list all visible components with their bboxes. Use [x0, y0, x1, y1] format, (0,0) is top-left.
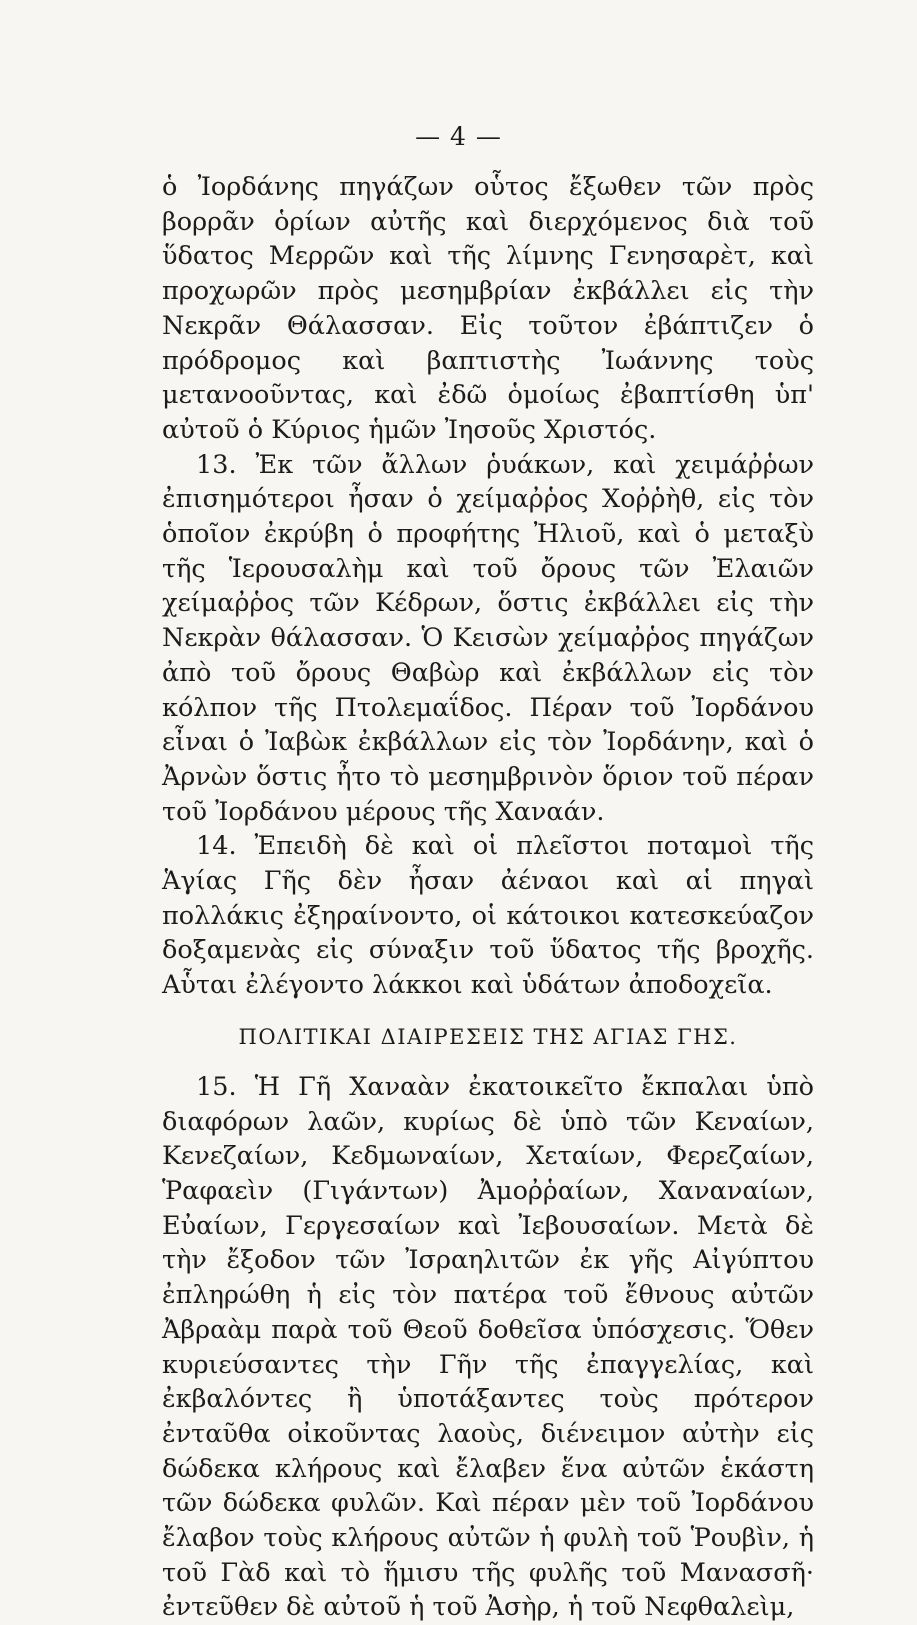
paragraph-continuation: ὁ Ἰορδάνης πηγάζων οὗτος ἔξωθεν τῶν πρὸς βορρᾶν ὁρίων αὐτῆς καὶ διερχόμενος διὰ τοῦ ὕδατος Μερρῶν καὶ τῆς λίμνης Γενησαρὲτ, καὶ προχωρῶν πρὸς μεσημβρίαν ἐκβάλλει εἰς τὴν Νεκρᾶν Θάλασσαν. Εἰς τοῦτον ἐβάπτιζεν ὁ πρόδρομος καὶ βαπτιστὴς Ἰωάννης τοὺς μετανοοῦντας, καὶ ἐδῶ ὁμοίως ἐβαπτίσθη ὑπ' αὐτοῦ ὁ Κύριος ἡμῶν Ἰησοῦς Χριστός.	[162, 172, 814, 445]
paragraph-14: 14. Ἐπειδὴ δὲ καὶ οἱ πλεῖστοι ποταμοὶ τῆς Ἁγίας Γῆς δὲν ἦσαν ἀέναοι καὶ αἱ πηγαὶ πολλάκις ἐξηραίνοντο, οἱ κάτοικοι κατεσκεύαζον δοξαμενὰς εἰς σύναξιν τοῦ ὕδατος τῆς βροχῆς. Αὗται ἐλέγοντο λάκκοι καὶ ὑδάτων ἀποδοχεῖα.	[162, 831, 814, 1001]
body-text	[162, 170, 814, 1625]
section-heading: ΠΟΛΙΤΙΚΑΙ ΔΙΑΙΡΕΣΕΙΣ ΤΗΣ ΑΓΙΑΣ ΓΗΣ.	[238, 1024, 738, 1049]
paragraph-13: 13. Ἐκ τῶν ἄλλων ῥυάκων, καὶ χειμάῤῥων ἐπισημότεροι ἦσαν ὁ χείμαῤῥος Χοῤῥὴθ, εἰς τὸν ὁποῖον ἐκρύβη ὁ προφήτης Ἠλιοῦ, καὶ ὁ μεταξὺ τῆς Ἱερουσαλὴμ καὶ τοῦ ὄρους τῶν Ἐλαιῶν χείμαῤῥος τῶν Κέδρων, ὅστις ἐκβάλλει εἰς τὴν Νεκρὰν θάλασσαν. Ὁ Κεισὼν χείμαῤῥος πηγάζων ἀπὸ τοῦ ὄρους Θαβὼρ καὶ ἐκβάλλων εἰς τὸν κόλπον τῆς Πτολεμαΐδος. Πέραν τοῦ Ἰορδάνου εἶναι ὁ Ἰαβὼκ ἐκβάλλων εἰς τὸν Ἰορδάνην, καὶ ὁ Ἀρνὼν ὅστις ἦτο τὸ μεσημβρινὸν ὅριον τοῦ πέραν τοῦ Ἰορδάνου μέρους τῆς Χαναάν.	[162, 449, 814, 827]
paragraph-15: 15. Ἡ Γῆ Χαναὰν ἐκατοικεῖτο ἔκπαλαι ὑπὸ διαφόρων λαῶν, κυρίως δὲ ὑπὸ τῶν Κεναίων, Κενεζαίων, Κεδμωναίων, Χεταίων, Φερεζαίων, Ῥαφαεὶν (Γιγάντων) Ἀμοῤῥαίων, Χαναναίων, Εὐαίων, Γεργεσαίων καὶ Ἰεβουσαίων. Μετὰ δὲ τὴν ἔξοδον τῶν Ἰσραηλιτῶν ἐκ γῆς Αἰγύπτου ἐπληρώθη ἡ εἰς τὸν πατέρα τοῦ ἔθνους αὐτῶν Ἀβραὰμ παρὰ τοῦ Θεοῦ δοθεῖσα ὑπόσχεσις. Ὅθεν κυριεύσαντες τὴν Γῆν τῆς ἐπαγγελίας, καὶ ἐκβαλόντες ἢ ὑποτάξαντες τοὺς πρότερον ἐνταῦθα οἰκοῦντας λαοὺς, διένειμον αὐτὴν εἰς δώδεκα κλήρους καὶ ἔλαβεν ἕνα αὐτῶν ἑκάστη τῶν δώδεκα φυλῶν. Καὶ πέραν μὲν τοῦ Ἰορδάνου ἔλαβον τοὺς κλήρους αὐτῶν ἡ φυλὴ τοῦ Ῥουβὶν, ἡ τοῦ Γὰδ καὶ τὸ ἥμισυ τῆς φυλῆς τοῦ Μανασσῆ· ἐντεῦθεν δὲ αὐτοῦ ἡ τοῦ Ἀσὴρ, ἡ τοῦ Νεφθαλεὶμ,	[162, 1071, 814, 1623]
page-number: — 4 —	[415, 122, 502, 151]
